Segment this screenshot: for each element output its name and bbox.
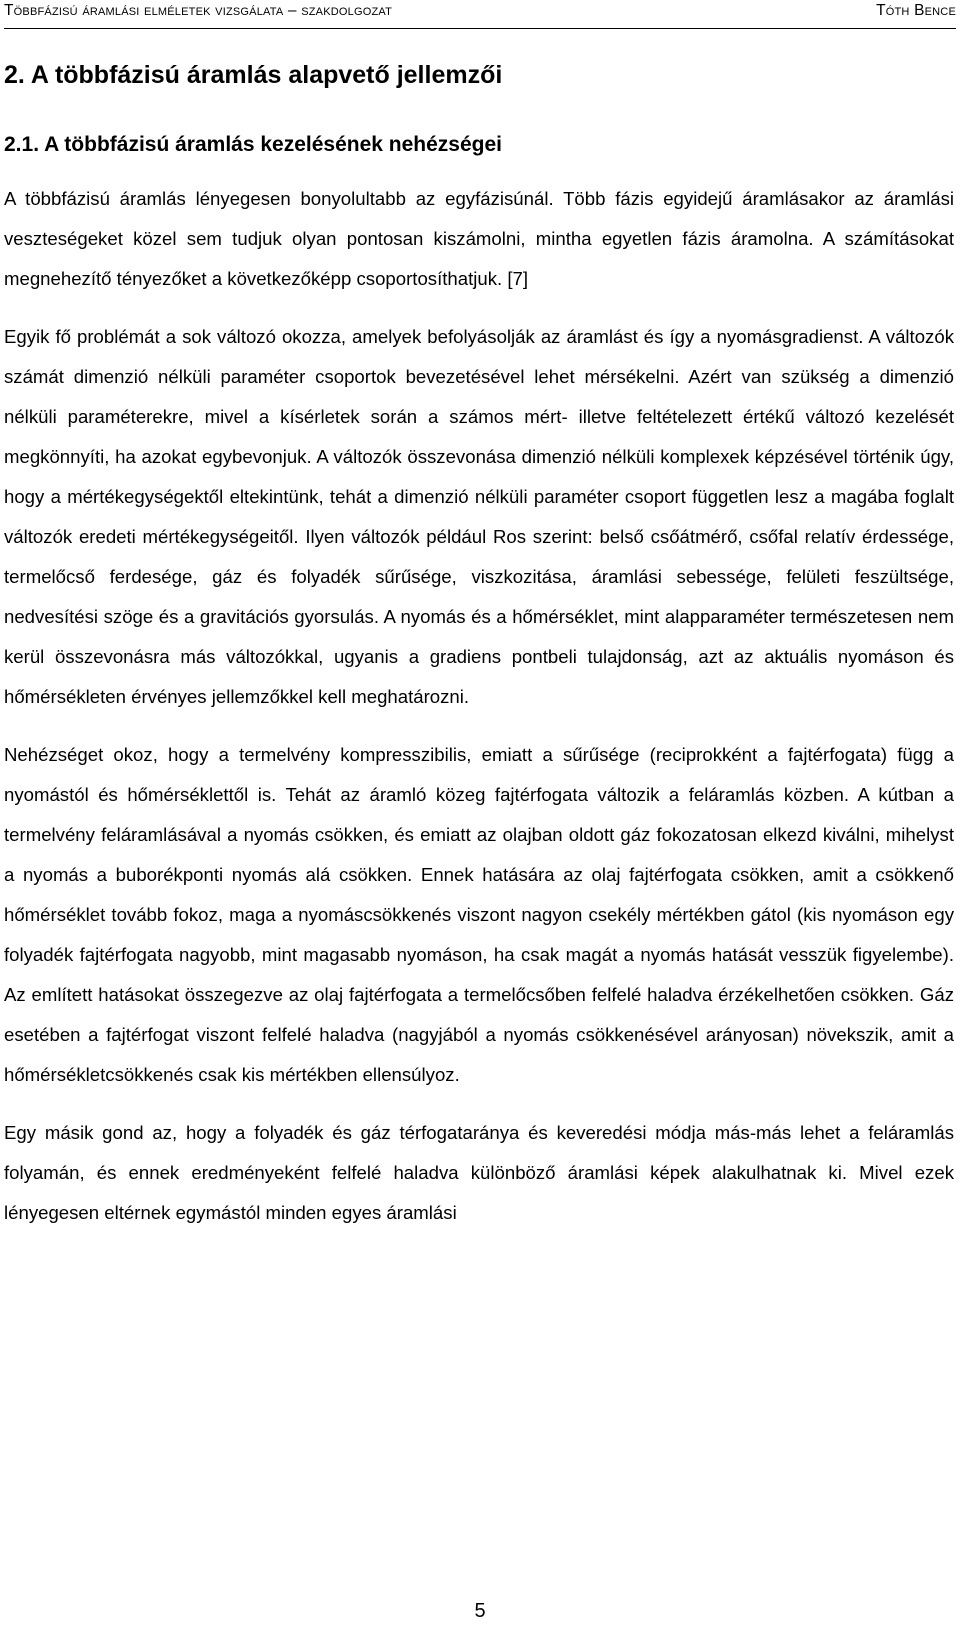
- paragraph-compressibility: Nehézséget okoz, hogy a termelvény kompresszibilis, emiatt a sűrűsége (reciprokként a fajtérfogata) függ a nyomástól és hőmérséklettől is. Tehát az áramló közeg fajtérfogata változik a feláramlás közben. A kútban a termelvény feláramlásával a nyomás csökken, és emiatt az olajban oldott gáz fokozatosan elkezd kiválni, mihelyst a nyomás a buborékponti nyomás alá csökken. Ennek hatására az olaj fajtérfogata csökken, amit a csökkenő hőmérséklet tovább fokoz, maga a nyomáscsökkenés viszont nagyon csekély mértékben gátol (kis nyomáson egy folyadék fajtérfogata nagyobb, mint magasabb nyomáson, ha csak magát a nyomás hatását vesszük figyelembe). Az említett hatásokat összegezve az olaj fajtérfogata a termelőcsőben felfelé haladva érzékelhetően csökken. Gáz esetében a fajtérfogat viszont felfelé haladva (nagyjából a nyomás csökkenésével arányosan) növekszik, amit a hőmérsékletcsökkenés csak kis mértékben ellensúlyoz.: [4, 744, 954, 1086]
- paragraph-flow-patterns: Egy másik gond az, hogy a folyadék és gáz térfogataránya és keveredési módja más-más lehet a feláramlás folyamán, és ennek eredményeként felfelé haladva különböző áramlási képek alakulhatnak ki. Mivel ezek lényegesen eltérnek egymástól minden egyes áramlási: [4, 1122, 954, 1224]
- paragraph-variables: Egyik fő problémát a sok változó okozza, amelyek befolyásolják az áramlást és így a nyomásgradienst. A változók számát dimenzió nélküli paraméter csoportok bevezetésével lehet mérsékelni. Azért van szükség a dimenzió nélküli paraméterekre, mivel a kísérletek során a számos mért- illetve feltételezett értékű változó kezelését megkönnyíti, ha azokat egybevonjuk. A változók összevonása dimenzió nélküli komplexek képzésével történik úgy, hogy a mértékegységektől eltekintünk, tehát a dimenzió nélküli paraméter csoport független lesz a magába foglalt változók eredeti mértékegységeitől. Ilyen változók például Ros szerint: belső csőátmérő, csőfal relatív érdessége, termelőcső ferdesége, gáz és folyadék sűrűsége, viszkozitása, áramlási sebessége, felületi feszültsége, nedvesítési szöge és a gravitációs gyorsulás. A nyomás és a hőmérséklet, mint alapparaméter természetesen nem kerül összevonásra más változókkal, ugyanis a gradiens pontbeli tulajdonság, azt az aktuális nyomáson és hőmérsékleten érvényes jellemzőkkel kell meghatározni.: [4, 326, 954, 708]
- header-document-title: Többfázisú áramlási elméletek vizsgálata – szakdolgozat: [4, 2, 393, 19]
- section-title: 2.1. A többfázisú áramlás kezelésének nehézségei: [4, 133, 503, 156]
- page-content: [4, 60, 954, 1251]
- chapter-title: 2. A többfázisú áramlás alapvető jellemzői: [4, 61, 503, 89]
- page-header: [4, 0, 956, 29]
- header-author: Tóth Bence: [876, 2, 956, 19]
- paragraph-intro: A többfázisú áramlás lényegesen bonyolultabb az egyfázisúnál. Több fázis egyidejű áramlásakor az áramlási veszteségeket közel sem tudjuk olyan pontosan kiszámolni, mintha egyetlen fázis áramolna. A számításokat megnehezítő tényezőket a következőképp csoportosíthatjuk. [7]: [4, 188, 954, 290]
- page-number: 5: [474, 1600, 486, 1622]
